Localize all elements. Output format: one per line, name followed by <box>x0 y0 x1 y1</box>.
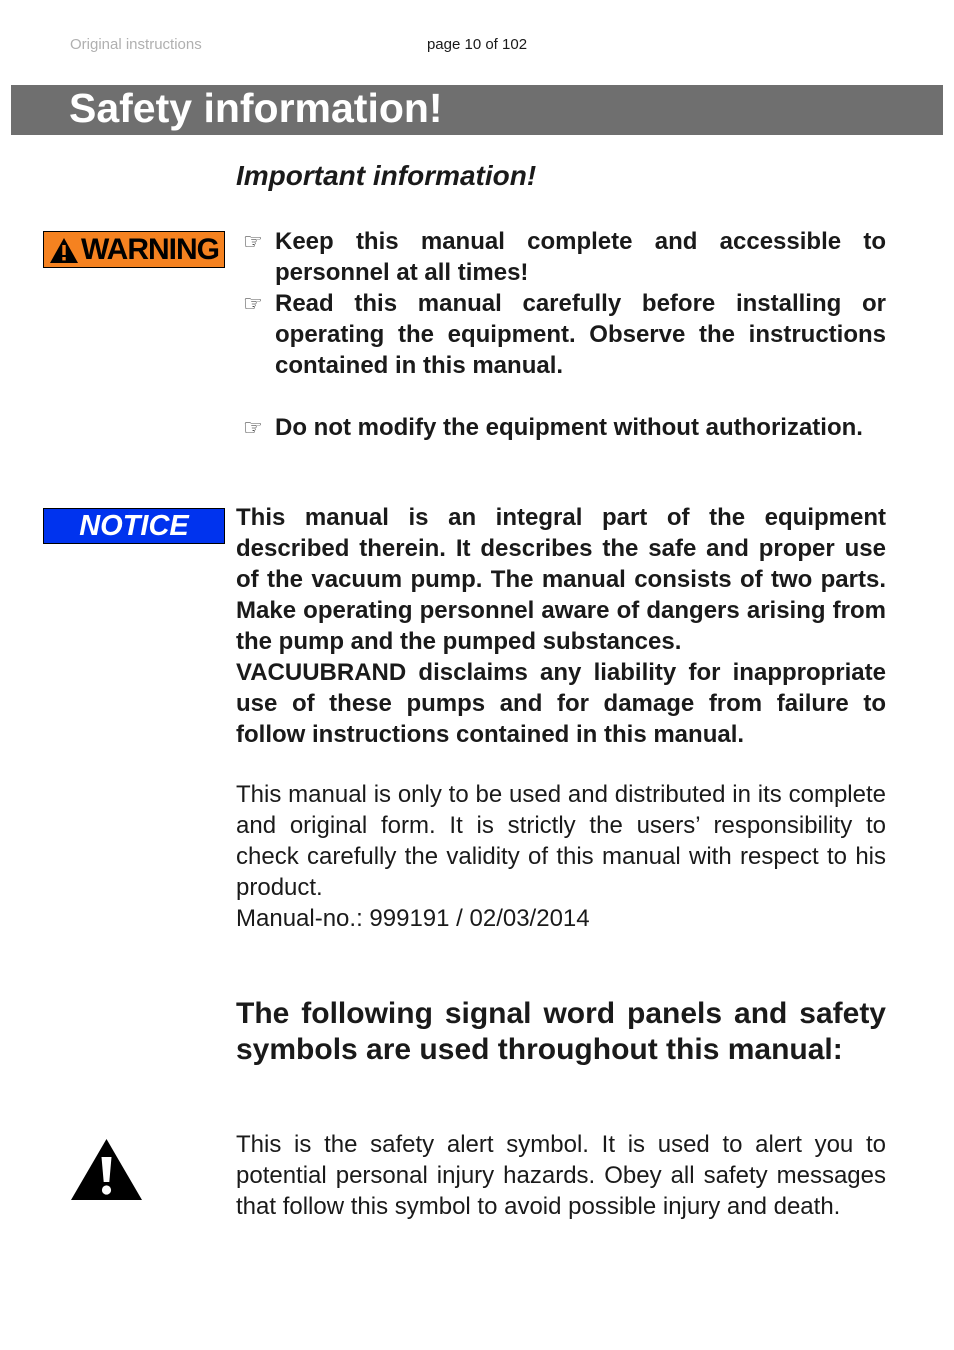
subheading: Important information! <box>236 160 537 191</box>
page-title: Safety information! <box>69 85 443 131</box>
header-document-type: Original instructions <box>70 36 202 53</box>
notice-text: This manual is an integral part of the equipment described therein. It describes the safe and proper use of the vacuum pump. The manual consists of two parts. Make operating personnel aware of dangers arising from the pump and the pumped substances. <box>236 504 886 655</box>
header-page-number: page 10 of 102 <box>426 36 528 53</box>
pointing-hand-icon: ☞ <box>243 291 263 316</box>
notice-label: NOTICE <box>79 509 189 542</box>
list-item-text: Read this manual carefully before installing or operating the equipment. Observe the instructions contained in this manual. <box>275 290 886 379</box>
manual-number: Manual-no.: 999191 / 02/03/2014 <box>236 905 590 932</box>
pointing-hand-icon: ☞ <box>243 415 263 440</box>
warning-panel <box>43 231 225 268</box>
safety-alert-icon <box>70 1138 143 1201</box>
list-item-text: Keep this manual complete and accessible to personnel at all times! <box>275 228 886 286</box>
list-item <box>236 226 886 288</box>
list-item <box>236 288 886 381</box>
pointing-hand-icon: ☞ <box>243 229 263 254</box>
notice-block <box>236 502 886 750</box>
distribution-block <box>236 779 886 934</box>
notice-panel <box>43 508 225 544</box>
instruction-list <box>236 226 886 443</box>
section-heading: The following signal word panels and safety symbols are used throughout this manual: <box>236 997 886 1066</box>
alert-symbol-description <box>236 1129 886 1222</box>
warning-triangle-icon <box>49 236 79 264</box>
list-item <box>236 412 886 443</box>
list-item-text: Do not modify the equipment without authorization. <box>275 414 863 441</box>
distribution-text: This manual is only to be used and distributed in its complete and original form. It is strictly the users’ responsibility to check carefully the validity of this manual with respect to his product. <box>236 781 886 901</box>
warning-label: WARNING <box>81 232 219 266</box>
alert-text: This is the safety alert symbol. It is used to alert you to potential personal injury hazards. Obey all safety messages that follow this symbol to avoid possible injury and death. <box>236 1131 886 1220</box>
title-bar <box>11 85 943 135</box>
disclaimer-text: VACUUBRAND disclaims any liability for inappropriate use of these pumps and for damage from failure to follow instructions contained in this manual. <box>236 659 886 748</box>
